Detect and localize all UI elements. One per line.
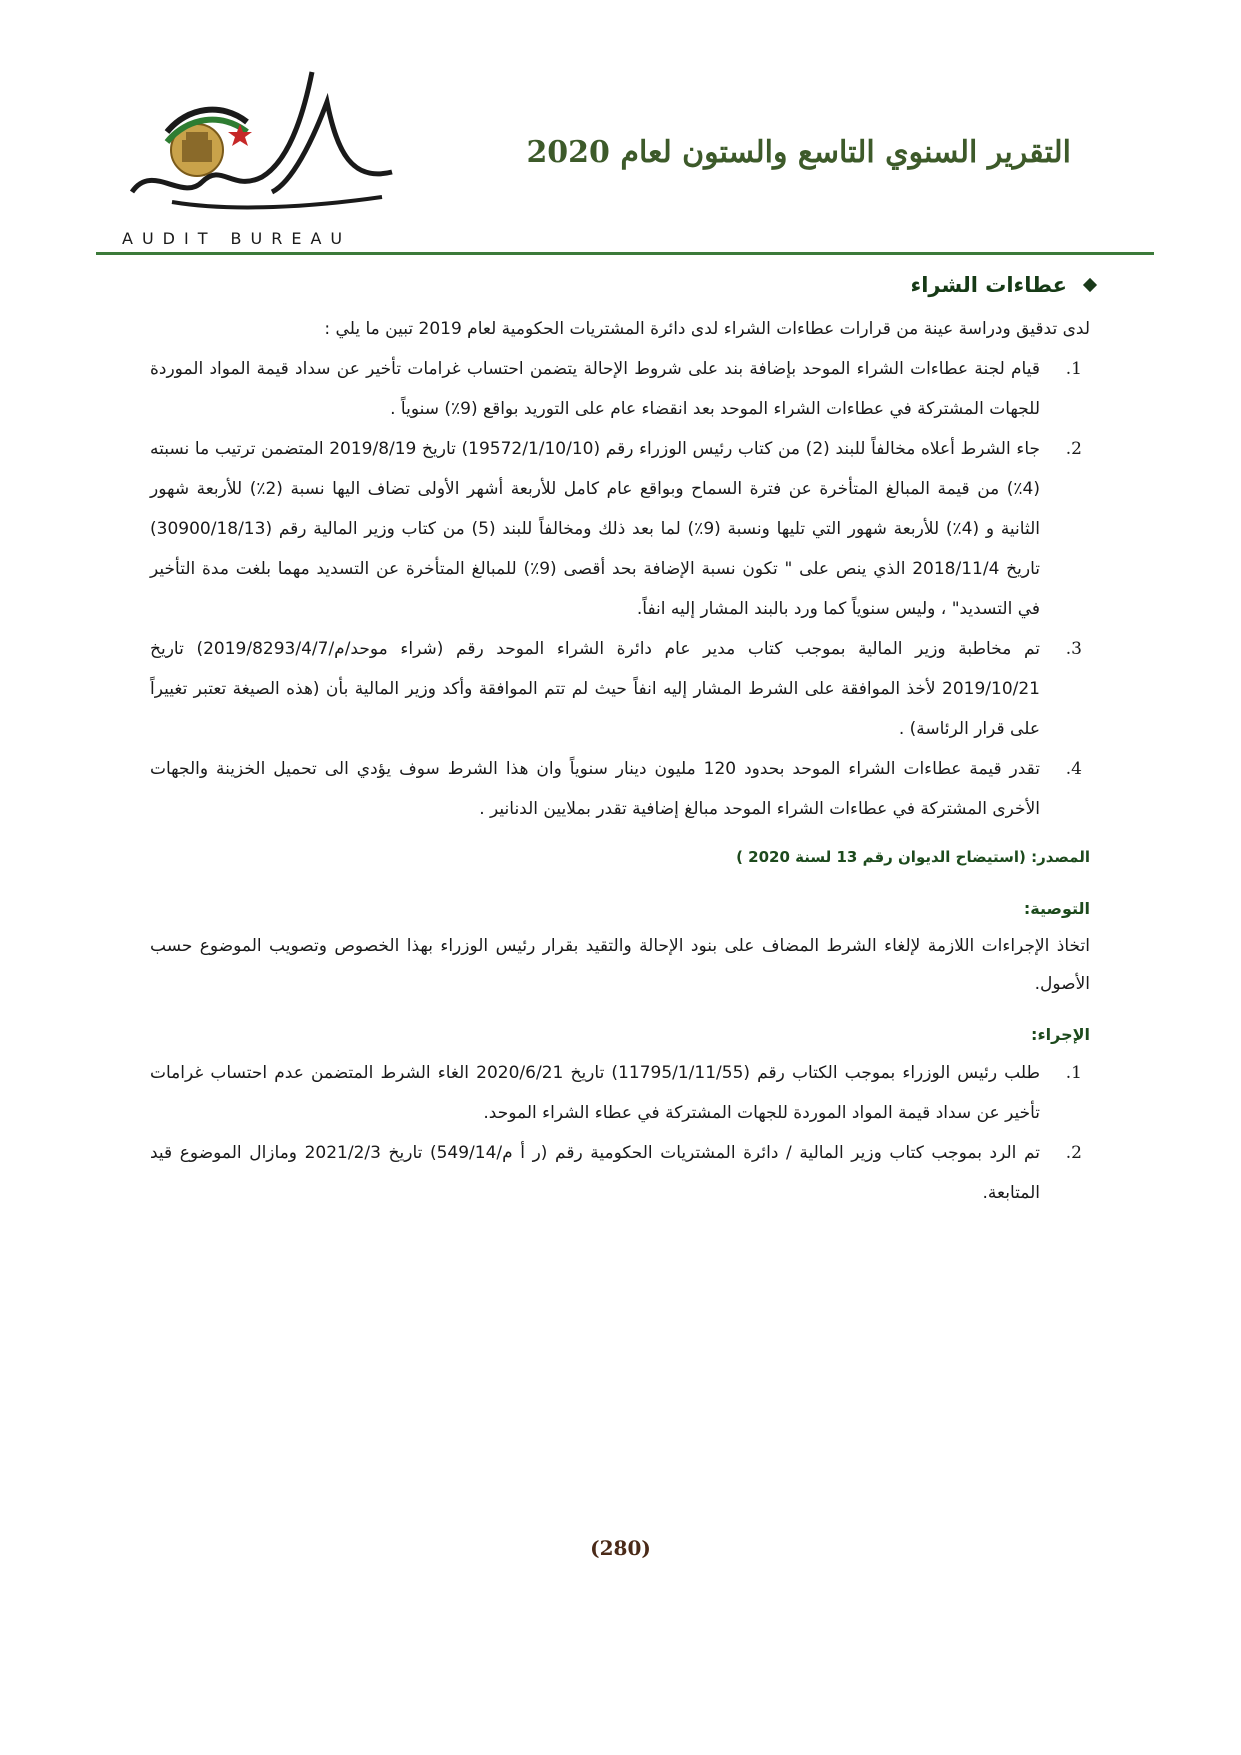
list-item-text: طلب رئيس الوزراء بموجب الكتاب رقم (11795/1/11/55) تاريخ 2020/6/21 الغاء الشرط المتضمن عدم احتساب غرامات تأخير عن سداد قيمة المواد الموردة للجهات المشتركة في عطاء الشراء الموحد. — [150, 1063, 1041, 1123]
report-title: التقرير السنوي التاسع والستون لعام 2020 — [526, 135, 1071, 170]
diamond-bullet-icon — [1083, 278, 1097, 292]
list-item-text: جاء الشرط أعلاه مخالفاً للبند (2) من كتاب رئيس الوزراء رقم (19572/1/10/10) تاريخ 2019/8/19 المتضمن ترتيب ما نسبته (4٪) من قيمة المبالغ المتأخرة عن فترة السماح وبواقع عام كامل للأربعة أشهر الأولى تضاف اليها نسبة (2٪) للأربعة شهور الثانية و (4٪) للأربعة شهور التي تليها ونسبة (9٪) لما بعد ذلك ومخالفاً للبند (5) من كتاب وزير المالية رقم (30900/18/13) تاريخ 2018/11/4 الذي ينص على " تكون نسبة الإضافة بحد أقصى (9٪) للمبالغ المتأخرة عن التسديد مهما بلغت مدة التأخير في التسديد" ، وليس سنوياً كما ورد بالبند المشار إليه انفاً. — [150, 439, 1041, 619]
list-item-text: تم الرد بموجب كتاب وزير المالية / دائرة المشتريات الحكومية رقم (ر أ م/549/14) تاريخ 2021/2/3 ومازال الموضوع قيد المتابعة. — [150, 1143, 1041, 1203]
list-item-text: قيام لجنة عطاءات الشراء الموحد بإضافة بند على شروط الإحالة يتضمن احتساب غرامات تأخير عن سداد قيمة المواد الموردة للجهات المشتركة في عطاءات الشراء الموحد بعد انقضاء عام على التوريد بواقع (9٪) سنوياً . — [150, 359, 1040, 419]
section-title: عطاءات الشراء — [910, 273, 1067, 297]
list-item — [150, 749, 1090, 829]
audit-bureau-logo — [112, 62, 412, 252]
list-item — [150, 629, 1090, 749]
findings-list — [150, 349, 1090, 829]
list-item — [150, 429, 1090, 629]
list-number: 4. — [1065, 759, 1082, 779]
list-number: 2. — [1065, 439, 1082, 459]
recommendation-text: اتخاذ الإجراءات اللازمة لإلغاء الشرط المضاف على بنود الإحالة والتقيد بقرار رئيس الوزراء بهذا الخصوص وتصويب الموضوع حسب الأصول. — [150, 936, 1090, 994]
list-number: 3. — [1065, 639, 1082, 659]
actions-list — [150, 1053, 1090, 1213]
source-reference: المصدر: (استيضاح الديوان رقم 13 لسنة 2020 ) — [736, 848, 1090, 866]
page-number: (280) — [590, 1536, 651, 1560]
list-number: 1. — [1065, 359, 1082, 379]
logo-english-text: AUDIT BUREAU — [122, 229, 352, 248]
section-heading — [150, 265, 1095, 305]
list-item-text: تقدر قيمة عطاءات الشراء الموحد بحدود 120 مليون دينار سنوياً وان هذا الشرط سوف يؤدي الى تحميل الخزينة والجهات الأخرى المشتركة في عطاءات الشراء الموحد مبالغ إضافية تقدر بملايين الدنانير . — [150, 759, 1040, 819]
list-number: 1. — [1065, 1063, 1082, 1083]
action-label: الإجراء: — [1031, 1025, 1090, 1044]
list-number: 2. — [1065, 1143, 1082, 1163]
list-item — [150, 1053, 1090, 1133]
header-divider — [96, 252, 1154, 255]
page-header — [0, 0, 1241, 260]
list-item — [150, 349, 1090, 429]
intro-paragraph: لدى تدقيق ودراسة عينة من قرارات عطاءات الشراء لدى دائرة المشتريات الحكومية لعام 2019 تبين ما يلي : — [324, 319, 1090, 339]
list-item-text: تم مخاطبة وزير المالية بموجب كتاب مدير عام دائرة الشراء الموحد رقم (شراء موحد/م/2019/8293/4/7) تاريخ 2019/10/21 لأخذ الموافقة على الشرط المشار إليه انفاً حيث لم تتم الموافقة وأكد وزير المالية بأن (هذه الصيغة تعتبر تغييراً على قرار الرئاسة) . — [150, 639, 1040, 739]
recommendation-label: التوصية: — [1023, 899, 1090, 918]
document-body — [150, 265, 1090, 1213]
list-item — [150, 1133, 1090, 1213]
